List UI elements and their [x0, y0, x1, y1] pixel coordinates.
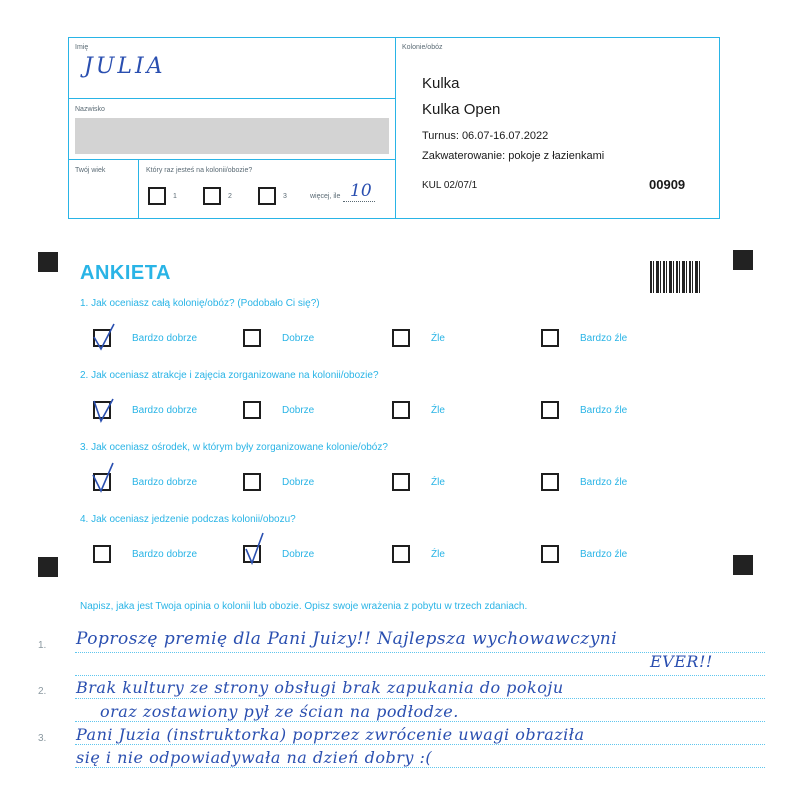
barcode: [650, 261, 702, 293]
q2-bardzo-zle-checkbox[interactable]: [541, 401, 559, 419]
more-label: więcej, ile: [310, 193, 341, 200]
question-1-text: 1. Jak oceniasz całą kolonię/obóz? (Podobało Ci się?): [80, 298, 320, 309]
age-label: Twój wiek: [75, 167, 106, 174]
q4-bardzo-zle-label: Bardzo źle: [580, 549, 628, 560]
line-number-2: 2.: [38, 686, 47, 697]
q2-dobrze-label: Dobrze: [282, 405, 315, 416]
handwritten-line-6: się i nie odpowiadywała na dzień dobry :(: [76, 748, 433, 767]
name-label: Imię: [75, 44, 89, 51]
registration-marker-top-left: [38, 252, 58, 272]
answer-line-6: [75, 767, 765, 768]
handwritten-line-4: oraz zostawiony pył ze ścian na podłodze.: [100, 702, 459, 721]
answer-line-5: [75, 744, 765, 745]
q4-bardzo-dobrze-checkbox[interactable]: [93, 545, 111, 563]
handwritten-line-3: Brak kultury ze strony obsługi brak zapukania do pokoju: [76, 678, 564, 697]
registration-marker-bottom-left: [38, 557, 58, 577]
q4-zle-checkbox[interactable]: [392, 545, 410, 563]
line-number-3: 3.: [38, 733, 47, 744]
count-option-1-checkbox[interactable]: [148, 187, 166, 205]
count-option-3-label: 3: [283, 193, 287, 200]
handwritten-line-1: Poproszę premię dla Pani Juizy!! Najlepsza wychowawczyni: [76, 629, 618, 649]
count-label: Który raz jesteś na kolonii/obozie?: [146, 167, 253, 174]
q4-dobrze-label: Dobrze: [282, 549, 315, 560]
camp-program: Kulka Open: [422, 101, 501, 118]
q3-zle-label: Źle: [431, 477, 445, 488]
line-number-1: 1.: [38, 640, 47, 651]
q1-dobrze-checkbox[interactable]: [243, 329, 261, 347]
camp-label: Kolonie/obóz: [402, 44, 443, 51]
count-option-2-checkbox[interactable]: [203, 187, 221, 205]
question-3-text: 3. Jak oceniasz ośrodek, w którym były zorganizowane kolonie/obóz?: [80, 442, 388, 453]
survey-title: ANKIETA: [80, 262, 171, 284]
answer-line-4: [75, 721, 765, 722]
opinion-prompt: Napisz, jaka jest Twoja opinia o kolonii lub obozie. Opisz swoje wrażenia z pobytu w trzech zdaniach.: [80, 601, 528, 612]
registration-marker-top-right: [733, 250, 753, 270]
q2-zle-label: Źle: [431, 405, 445, 416]
name-value: JULIA: [84, 54, 166, 79]
q3-zle-checkbox[interactable]: [392, 473, 410, 491]
handwritten-line-2: EVER!!: [650, 652, 713, 671]
q2-check-mark-icon: [90, 395, 118, 425]
count-option-2-label: 2: [228, 193, 232, 200]
form-code: KUL 02/07/1: [422, 180, 478, 191]
q3-dobrze-checkbox[interactable]: [243, 473, 261, 491]
question-2-text: 2. Jak oceniasz atrakcje i zajęcia zorganizowane na kolonii/obozie?: [80, 370, 379, 381]
q2-bardzo-zle-label: Bardzo źle: [580, 405, 628, 416]
q3-bardzo-zle-checkbox[interactable]: [541, 473, 559, 491]
q1-dobrze-label: Dobrze: [282, 333, 315, 344]
q3-check-mark-icon: [90, 461, 118, 495]
q4-zle-label: Źle: [431, 549, 445, 560]
q3-bardzo-dobrze-label: Bardzo dobrze: [132, 477, 198, 488]
question-4-text: 4. Jak oceniasz jedzenie podczas kolonii/obozu?: [80, 514, 296, 525]
count-option-1-label: 1: [173, 193, 177, 200]
turnus: Turnus: 06.07-16.07.2022: [422, 130, 549, 142]
more-dotted-line: [343, 201, 375, 202]
q4-bardzo-zle-checkbox[interactable]: [541, 545, 559, 563]
accommodation: Zakwaterowanie: pokoje z łazienkami: [422, 150, 605, 162]
form-number: 00909: [649, 177, 686, 192]
q3-bardzo-zle-label: Bardzo źle: [580, 477, 628, 488]
q1-zle-label: Źle: [431, 333, 445, 344]
answer-line-2: [75, 675, 765, 676]
count-option-3-checkbox[interactable]: [258, 187, 276, 205]
surname-redacted: [75, 118, 389, 154]
q4-bardzo-dobrze-label: Bardzo dobrze: [132, 549, 198, 560]
q1-bardzo-zle-checkbox[interactable]: [541, 329, 559, 347]
q4-check-mark-icon: [241, 531, 269, 567]
q3-dobrze-label: Dobrze: [282, 477, 315, 488]
q2-bardzo-dobrze-label: Bardzo dobrze: [132, 405, 198, 416]
more-value: 10: [350, 181, 372, 201]
q1-zle-checkbox[interactable]: [392, 329, 410, 347]
q2-dobrze-checkbox[interactable]: [243, 401, 261, 419]
registration-marker-bottom-right: [733, 555, 753, 575]
q2-zle-checkbox[interactable]: [392, 401, 410, 419]
q1-check-mark-icon: [90, 321, 118, 353]
q1-bardzo-zle-label: Bardzo źle: [580, 333, 628, 344]
answer-line-3: [75, 698, 765, 699]
q1-bardzo-dobrze-label: Bardzo dobrze: [132, 333, 198, 344]
camp-name: Kulka: [422, 75, 460, 92]
handwritten-line-5: Pani Juzia (instruktorka) poprzez zwrócenie uwagi obraziła: [76, 725, 585, 744]
surname-label: Nazwisko: [75, 106, 105, 113]
